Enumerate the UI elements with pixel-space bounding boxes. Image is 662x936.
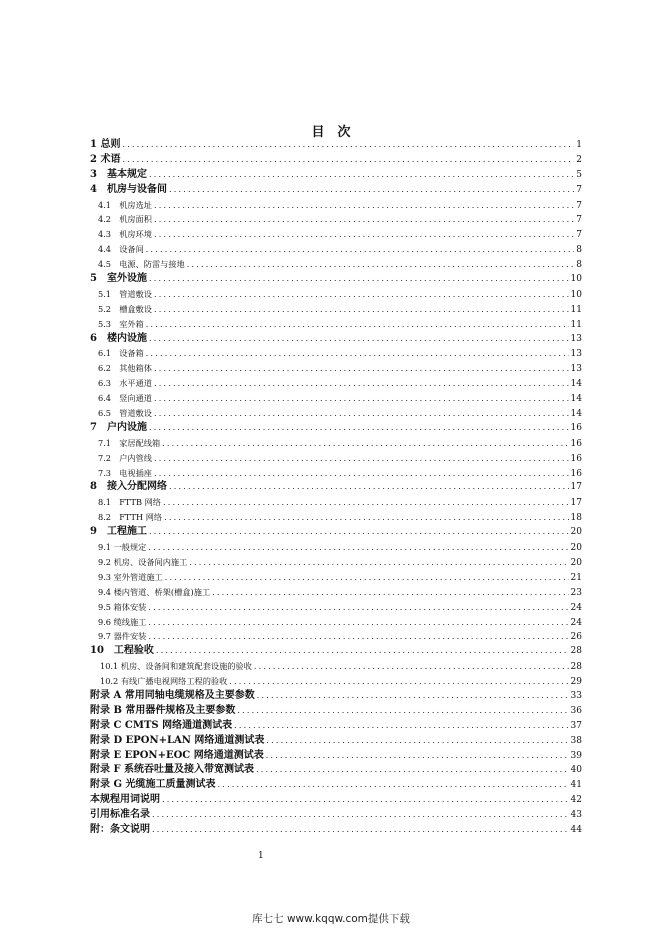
toc-leader-dots [237,704,568,719]
toc-entry[interactable] [90,674,582,689]
toc-entry[interactable] [90,302,582,317]
toc-leader-dots [234,719,568,734]
toc-entry-label: 4.5 电源、防雷与接地 [98,259,185,270]
toc-leader-dots [148,616,568,630]
toc-entry-label: 附录 D EPON+LAN 网络通道测试表 [90,734,265,746]
toc-entry[interactable] [90,510,582,525]
toc-entry[interactable] [90,287,582,302]
toc-entry[interactable] [90,272,582,287]
toc-leader-dots [257,689,569,704]
toc-leader-dots [162,793,569,808]
toc-entry-page: 17 [570,482,582,493]
toc-entry[interactable] [90,227,582,242]
toc-entry[interactable] [90,332,582,347]
toc-entry-page: 16 [570,468,582,479]
toc-entry-label: 7.2 户内管线 [98,452,152,463]
toc-entry-label: 9.4 楼内管道、桥架(槽盒)施工 [98,586,211,597]
toc-entry-label: 6.3 水平通道 [98,378,152,389]
toc-entry-label: 5.1 管道敷设 [98,288,152,299]
toc-entry[interactable] [90,629,582,644]
toc-entry-label: 8.1 FTTB 网络 [98,497,161,508]
toc-entry-label: 9.3 室外管道施工 [98,571,163,582]
toc-entry[interactable] [90,778,582,793]
toc-entry[interactable] [90,495,582,510]
toc-entry-page: 16 [570,453,582,464]
toc-entry-page: 36 [570,705,582,716]
toc-leader-dots [148,630,568,644]
toc-leader-dots [212,586,568,600]
toc-entry-label: 附：条文说明 [90,823,150,835]
toc-entry[interactable] [90,808,582,823]
toc-entry[interactable] [90,153,582,168]
toc-entry-label: 附录 A 常用同轴电缆规格及主要参数 [90,689,255,701]
toc-entry[interactable] [90,823,582,838]
toc-entry[interactable] [90,436,582,451]
toc-entry[interactable] [90,346,582,361]
toc-entry[interactable] [90,406,582,421]
toc-leader-dots [256,763,568,778]
toc-entry-page: 11 [570,304,582,315]
toc-entry-page: 20 [570,527,582,538]
toc-leader-dots [154,213,574,227]
table-of-contents [90,138,582,838]
toc-entry-label: 5.2 槽盒敷设 [98,303,152,314]
toc-entry[interactable] [90,242,582,257]
toc-entry-page: 20 [570,543,582,554]
toc-entry-label: 1 总则 [90,139,121,150]
toc-leader-dots [164,511,568,525]
toc-entry-page: 44 [570,824,582,835]
toc-leader-dots [149,168,574,183]
toc-entry-page: 33 [570,690,582,701]
toc-entry-label: 6 楼内设施 [90,332,147,344]
toc-entry-label: 4 机房与设备间 [90,183,167,195]
toc-entry-page: 5 [576,169,582,180]
toc-entry-page: 21 [570,572,582,583]
toc-leader-dots [154,407,569,421]
toc-entry-label: 9.2 机房、设备间内施工 [98,556,188,567]
toc-entry[interactable] [90,600,582,615]
toc-entry-page: 42 [570,795,582,806]
toc-entry[interactable] [90,257,582,272]
toc-entry-page: 2 [576,154,582,165]
toc-leader-dots [187,258,575,272]
toc-leader-dots [218,778,569,793]
toc-entry[interactable] [90,540,582,555]
toc-entry-page: 29 [570,677,582,688]
toc-leader-dots [146,318,569,332]
toc-entry-label: 8.2 FTTH 网络 [98,512,163,523]
toc-entry-label: 10 工程验收 [90,645,154,657]
toc-entry-label: 10.2 有线广播电视网络工程的验收 [100,676,228,687]
toc-leader-dots [169,183,574,198]
toc-entry-label: 附录 F 系统吞吐量及接入带宽测试表 [90,764,255,776]
toc-entry-page: 16 [570,438,582,449]
toc-entry[interactable] [90,525,582,540]
toc-entry-label: 本规程用词说明 [90,794,160,806]
toc-entry[interactable] [90,749,582,764]
toc-entry-label: 附录 C CMTS 网络通道测试表 [90,719,233,731]
toc-entry[interactable] [90,376,582,391]
toc-entry-label: 2 术语 [90,153,121,165]
toc-entry-page: 24 [570,602,582,613]
toc-entry[interactable] [90,719,582,734]
toc-leader-dots [146,243,574,257]
toc-entry-page: 17 [570,498,582,509]
toc-leader-dots [163,496,569,510]
toc-leader-dots [154,362,569,376]
toc-leader-dots [154,467,569,481]
toc-leader-dots [169,480,569,495]
toc-entry-page: 8 [576,260,582,271]
toc-leader-dots [254,660,569,674]
toc-entry-label: 3 基本规定 [90,168,147,180]
toc-entry[interactable] [90,466,582,481]
toc-entry-label: 4.1 机房选址 [98,199,152,210]
toc-leader-dots [154,303,569,317]
toc-leader-dots [189,556,568,570]
toc-leader-dots [154,228,574,242]
toc-entry-label: 7 户内设施 [90,421,147,433]
toc-entry-label: 7.3 电视插座 [98,467,152,478]
toc-entry-page: 39 [570,750,582,761]
toc-entry-page: 18 [570,513,582,524]
toc-entry[interactable] [90,480,582,495]
toc-entry-label: 4.4 设备间 [98,244,144,255]
toc-entry-page: 23 [570,587,582,598]
toc-entry-page: 13 [570,333,582,344]
toc-entry-page: 14 [570,379,582,390]
toc-entry-page: 20 [570,557,582,568]
toc-entry-page: 10 [570,289,582,300]
toc-entry[interactable] [90,734,582,749]
toc-entry-label: 9.6 缆线施工 [98,616,147,627]
toc-title: 目 次 [311,125,351,140]
toc-leader-dots [149,272,569,287]
toc-entry-page: 24 [570,617,582,628]
toc-entry-label: 4.3 机房环境 [98,229,152,240]
toc-entry-page: 7 [576,215,582,226]
toc-entry-label: 9.7 器件安装 [98,631,147,642]
toc-entry[interactable] [90,555,582,570]
toc-entry-page: 14 [570,394,582,405]
toc-entry-label: 6.5 管道敷设 [98,408,152,419]
toc-entry[interactable] [90,763,582,778]
toc-entry-label: 引用标准名录 [90,809,150,821]
toc-leader-dots [122,138,574,153]
toc-leader-dots [229,675,568,689]
toc-entry[interactable] [90,168,582,183]
toc-leader-dots [152,808,569,823]
toc-entry[interactable] [90,793,582,808]
toc-entry-page: 16 [570,422,582,433]
toc-entry-page: 40 [570,765,582,776]
toc-entry-label: 6.2 其他箱体 [98,363,152,374]
toc-leader-dots [152,823,569,838]
toc-entry-label: 5 室外设施 [90,273,147,285]
toc-entry-label: 5.3 室外箱 [98,318,144,329]
toc-leader-dots [154,392,569,406]
toc-entry[interactable] [90,451,582,466]
toc-entry[interactable] [90,421,582,436]
toc-entry[interactable] [90,183,582,198]
toc-entry-page: 37 [570,720,582,731]
toc-leader-dots [154,199,574,213]
toc-entry-page: 7 [576,230,582,241]
toc-entry-page: 14 [570,409,582,420]
toc-entry[interactable] [90,198,582,213]
toc-leader-dots [154,452,569,466]
toc-entry[interactable] [90,391,582,406]
download-footer: 库七七 www.kqqw.com提供下载 [252,913,410,925]
toc-leader-dots [156,644,569,659]
toc-entry[interactable] [90,659,582,674]
toc-entry-label: 8 接入分配网络 [90,481,167,493]
toc-leader-dots [122,153,574,168]
toc-entry[interactable] [90,570,582,585]
toc-leader-dots [162,437,568,451]
toc-entry-label: 附录 G 光缆施工质量测试表 [90,779,216,791]
toc-leader-dots [148,541,568,555]
toc-entry[interactable] [90,585,582,600]
toc-entry-label: 6.1 设备箱 [98,348,144,359]
toc-entry-page: 43 [570,810,582,821]
toc-entry-page: 10 [570,274,582,285]
toc-entry[interactable] [90,317,582,332]
toc-entry-page: 1 [576,140,582,150]
toc-entry[interactable] [90,689,582,704]
toc-entry-label: 9 工程施工 [90,526,147,538]
toc-entry[interactable] [90,704,582,719]
toc-entry-page: 7 [576,184,582,195]
toc-leader-dots [149,332,569,347]
toc-leader-dots [266,749,569,764]
toc-leader-dots [154,288,569,302]
toc-entry[interactable] [90,361,582,376]
toc-entry-label: 6.4 竖向通道 [98,393,152,404]
toc-leader-dots [165,571,569,585]
toc-entry[interactable] [90,138,582,153]
toc-entry[interactable] [90,212,582,227]
toc-entry-page: 11 [570,319,582,330]
toc-entry-label: 9.5 箱体安装 [98,601,147,612]
toc-entry-page: 8 [576,245,582,256]
toc-entry-label: 7.1 家居配线箱 [98,437,161,448]
toc-entry-page: 26 [570,632,582,643]
toc-entry-page: 28 [570,662,582,673]
toc-entry-page: 28 [570,646,582,657]
toc-entry-page: 13 [570,364,582,375]
toc-entry-label: 9.1 一般规定 [98,542,147,553]
toc-entry[interactable] [90,615,582,630]
toc-entry-label: 10.1 机房、设备间和建筑配套设施的验收 [100,661,252,672]
toc-leader-dots [154,377,569,391]
page-number: 1 [258,851,264,861]
toc-entry[interactable] [90,644,582,659]
toc-leader-dots [149,525,569,540]
toc-entry-page: 7 [576,200,582,211]
toc-leader-dots [146,347,569,361]
toc-leader-dots [148,601,568,615]
toc-entry-label: 4.2 机房面积 [98,214,152,225]
toc-entry-page: 13 [570,349,582,360]
toc-leader-dots [266,734,568,749]
toc-entry-page: 38 [570,735,582,746]
toc-leader-dots [149,421,569,436]
toc-entry-label: 附录 B 常用器件规格及主要参数 [90,704,236,716]
toc-entry-page: 41 [570,780,582,791]
toc-entry-label: 附录 E EPON+EOC 网络通道测试表 [90,749,264,761]
